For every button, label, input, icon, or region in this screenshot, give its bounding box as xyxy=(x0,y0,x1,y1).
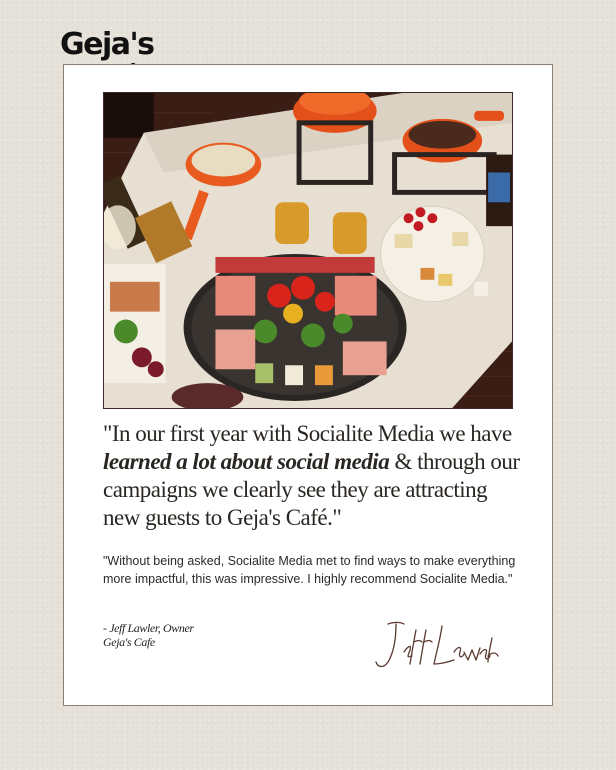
testimonial-body: "Without being asked, Socialite Media met to find ways to make everything more impactful, this was impressive. I highly recommend Socialite Media." xyxy=(103,554,516,586)
handwritten-signature xyxy=(370,616,500,676)
quote-text-start: "In our first year with Socialite Media we have xyxy=(103,421,512,446)
quote-text-end: & through our campaigns we clearly see they are attracting new guests to Geja's Café." xyxy=(103,449,520,530)
author-block xyxy=(103,621,194,649)
quote-emphasis: learned a lot about social media xyxy=(103,449,390,474)
logo-wordmark: Geja's xyxy=(60,27,154,62)
author-name: - Jeff Lawler, Owner xyxy=(103,621,194,635)
author-company: Geja's Cafe xyxy=(103,635,155,649)
fondue-dinner-photo xyxy=(103,92,513,409)
testimonial-quote xyxy=(103,420,523,532)
